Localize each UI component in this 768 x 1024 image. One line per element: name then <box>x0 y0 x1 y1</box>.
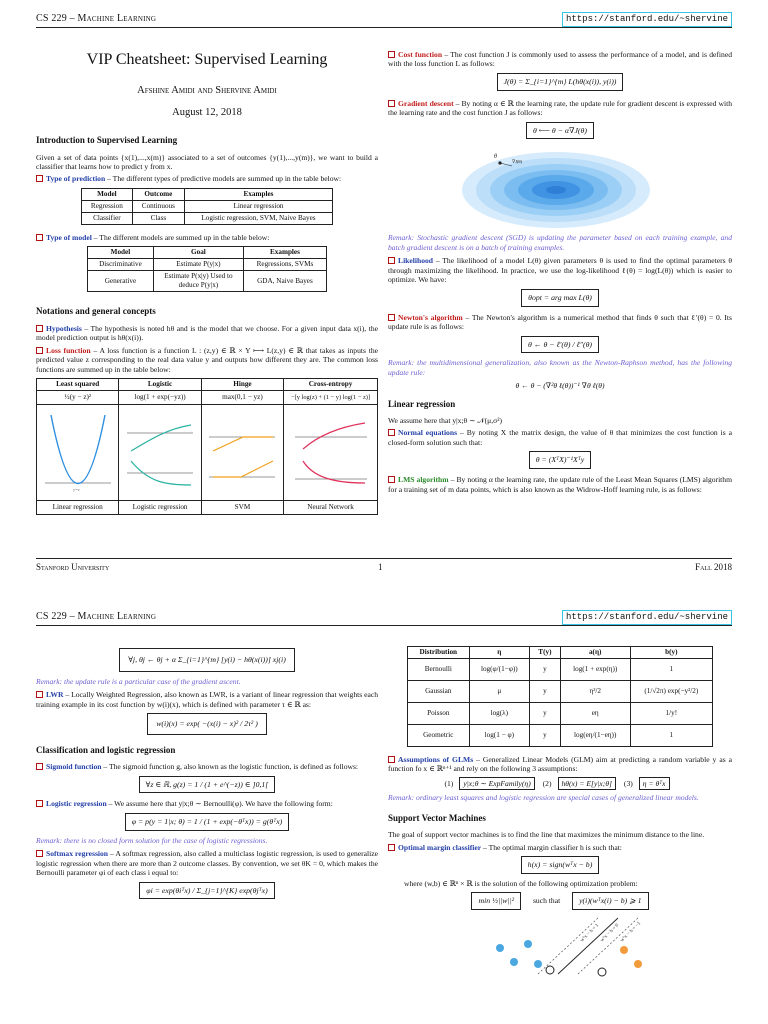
lms-text: – By noting α the learning rate, the update rule of the Least Mean Squares (LMS) algorithm for a training set of m data points, which is also known as the Widrow-Hoff learning rule, is as follows: <box>388 475 732 494</box>
lms-label: LMS algorithm <box>398 475 449 485</box>
softmax-paragraph <box>36 849 378 877</box>
table-cell: GDA, Naive Bayes <box>243 271 326 292</box>
table-header: Distribution <box>408 647 470 659</box>
gd-text: – By noting α ∈ ℝ the learning rate, the update rule for gradient descent is expressed with the learning rate and the cost function J as follows: <box>388 98 732 118</box>
section-heading-linreg: Linear regression <box>388 398 456 409</box>
section-heading-svm: Support Vector Machines <box>388 812 486 823</box>
lms-remark: Remark: the update rule is a particular case of the gradient ascent. <box>36 676 241 686</box>
sigmoid-text: – The sigmoid function g, also known as the logistic function, is defined as follows: <box>101 762 359 772</box>
table-header: Hinge <box>201 379 283 391</box>
assumption-number: (3) <box>623 778 633 788</box>
checkbox-icon <box>388 51 395 58</box>
table-row <box>408 703 713 725</box>
table-cell: Logistic regression <box>119 501 201 515</box>
checkbox-icon <box>36 325 43 332</box>
svm-plot <box>388 914 732 974</box>
checkbox-icon <box>388 100 395 107</box>
checkbox-icon <box>388 476 395 483</box>
table-header: b(y) <box>630 647 712 659</box>
logistic-plot <box>119 405 201 501</box>
table-cell: Discriminative <box>88 259 154 271</box>
normal-paragraph <box>388 428 732 447</box>
gd-equation: θ ⟵ θ − α∇J(θ) <box>526 122 594 140</box>
right-column <box>388 50 732 497</box>
table-cell: log(1 + exp(η)) <box>560 659 630 681</box>
footer-page-number: 1 <box>378 562 383 572</box>
table-header: Model <box>88 247 154 259</box>
table-header: Least squared <box>37 379 119 391</box>
assumption-number: (2) <box>542 778 552 788</box>
table-header: Model <box>82 188 133 200</box>
table-row <box>88 259 327 271</box>
newton-text: – The Newton's algorithm is a numerical method that finds θ such that ℓ′(θ) = 0. Its update rule is as follows: <box>388 312 732 332</box>
newton-label: Newton's algorithm <box>398 312 463 322</box>
omc-text: – The optimal margin classifier h is such that: <box>481 842 622 852</box>
glm-remark: Remark: ordinary least squares and logistic regression are special cases of generalized linear models. <box>388 793 699 803</box>
svg-text:y=z: y=z <box>72 487 80 493</box>
page-header <box>36 610 732 626</box>
logreg-equation: φ = p(y = 1|x; θ) = 1 / (1 + exp(−θᵀx)) = g(θᵀx) <box>125 813 290 831</box>
newton-remark: Remark: the multidimensional generalization, also known as the Newton-Raphson method, has the following update rule: <box>388 358 732 377</box>
lwr-text: – Locally Weighted Regression, also known as LWR, is a variant of linear regression that weights each training example in its cost function by w(i)(x), which is defined with parameter τ ∈ ℝ as: <box>36 690 378 709</box>
table-cell: μ <box>469 681 530 703</box>
course-title: CS 229 – Machine Learning <box>36 611 157 622</box>
website-link[interactable]: https://stanford.edu/~shervine <box>562 610 732 625</box>
type-model-text: – The different models are summed up in the table below: <box>91 232 270 242</box>
type-model-label: Type of model <box>46 232 92 242</box>
omc-such-that: such that <box>532 896 561 906</box>
type-prediction-paragraph <box>36 174 378 183</box>
table-cell: Classifier <box>82 212 133 224</box>
normal-equation: θ = (XᵀX)⁻¹Xᵀy <box>529 451 591 469</box>
newton-equation: θ ← θ − ℓ′(θ) / ℓ″(θ) <box>521 336 599 354</box>
logreg-remark: Remark: there is no closed form solution for the case of logistic regressions. <box>36 835 268 845</box>
type-model-paragraph <box>36 233 378 242</box>
omc-optimization <box>388 892 732 910</box>
formula-cell: log(1 + exp(−yz)) <box>119 391 201 405</box>
table-cell: Generative <box>88 271 154 292</box>
checkbox-icon <box>36 347 43 354</box>
table-cell: η²/2 <box>560 681 630 703</box>
table-cell: Linear regression <box>184 200 332 212</box>
left-column <box>36 644 378 904</box>
footer-term: Fall 2018 <box>695 562 732 572</box>
table-cell: log(λ) <box>469 703 530 725</box>
page-header <box>36 12 732 28</box>
normal-label: Normal equations <box>398 428 458 438</box>
glm-label: Assumptions of GLMs <box>398 755 474 764</box>
omc-objective: min ½||w||² <box>471 892 521 910</box>
table-cell: Gaussian <box>408 681 470 703</box>
logistic-curves <box>123 407 197 495</box>
right-column <box>388 642 732 974</box>
table-cell: Regression <box>82 200 133 212</box>
table-cell: Bernoulli <box>408 659 470 681</box>
hypothesis-paragraph <box>36 324 378 343</box>
table-cell: 1/y! <box>630 703 712 725</box>
table-cell: Regressions, SVMs <box>243 259 326 271</box>
newton-multi-equation: θ ← θ − (∇²θ ℓ(θ))⁻¹ ∇θ ℓ(θ) <box>515 381 605 391</box>
table-row <box>82 212 333 224</box>
margin-line-label: wᵀx − b = −1 <box>619 921 643 944</box>
table-cell: Continuous <box>132 200 184 212</box>
authors: Afshine Amidi and Shervine Amidi <box>137 85 277 96</box>
likelihood-paragraph <box>388 256 732 284</box>
website-link[interactable]: https://stanford.edu/~shervine <box>562 12 732 27</box>
table-cell: SVM <box>201 501 283 515</box>
gd-remark: Remark: Stochastic gradient descent (SGD) is updating the parameter based on each training example, and batch gradient descent is on a batch of training examples. <box>388 233 732 252</box>
cross-entropy-plot <box>284 405 378 501</box>
formula-cell: max(0,1 − yz) <box>201 391 283 405</box>
table-header: Outcome <box>132 188 184 200</box>
gd-paragraph <box>388 99 732 118</box>
linreg-assumption: We assume here that y|x;θ ∼ 𝒩(μ,σ²) <box>388 415 503 425</box>
prediction-table <box>81 188 333 225</box>
loss-paragraph <box>36 346 378 374</box>
omc-where: where (w,b) ∈ ℝⁿ × ℝ is the solution of the following optimization problem: <box>404 878 638 888</box>
least-squared-plot <box>37 405 119 501</box>
logreg-text: – We assume here that y|x;θ ∼ Bernoulli(φ). We have the following form: <box>106 799 333 809</box>
footer-institution: Stanford University <box>36 562 110 572</box>
assumption-2: hθ(x) = E[y|x;θ] <box>558 777 617 790</box>
section-heading-classification: Classification and logistic regression <box>36 744 176 755</box>
date: August 12, 2018 <box>172 107 242 119</box>
formula-cell: ½(y − z)² <box>37 391 119 405</box>
page-title: VIP Cheatsheet: Supervised Learning <box>86 51 328 68</box>
assumption-1: y|x;θ ∼ ExpFamily(η) <box>459 777 534 790</box>
hinge-plot <box>201 405 283 501</box>
margin-line-label: wᵀx − b = 1 <box>579 923 601 944</box>
table-row <box>408 681 713 703</box>
contour-ellipses <box>388 144 732 230</box>
likelihood-text: – The likelihood of a model L(θ) given parameters θ is used to find the optimal parameters θ through maximizing the likelihood. In practice, we use the log-likelihood ℓ(θ) = log(L(θ)) which is easier to optimize. We have: <box>388 256 732 285</box>
lwr-paragraph <box>36 690 378 709</box>
checkbox-icon <box>36 850 43 857</box>
table-cell: log(eη/(1−eη)) <box>560 725 630 747</box>
cost-paragraph <box>388 50 732 69</box>
table-row <box>37 501 378 515</box>
table-header: Examples <box>184 188 332 200</box>
table-header: Examples <box>243 247 326 259</box>
sigmoid-paragraph <box>36 762 378 771</box>
table-row <box>37 391 378 405</box>
logreg-label: Logistic regression <box>46 799 107 809</box>
table-cell: Geometric <box>408 725 470 747</box>
gradient-label: ∇J(θ) <box>512 159 523 165</box>
loss-text: – A loss function is a function L : (z,y) ∈ ℝ × Y ⟼ L(z,y) ∈ ℝ that takes as inputs the predicted value z corresponding to the real data value y and outputs how different they are. The common loss functions are summed up in the table below: <box>36 345 378 374</box>
course-title: CS 229 – Machine Learning <box>36 13 157 24</box>
table-header: a(η) <box>560 647 630 659</box>
logreg-paragraph <box>36 799 378 808</box>
glm-paragraph <box>388 755 732 774</box>
assumption-3: η = θᵀx <box>639 777 670 790</box>
page-2 <box>0 598 768 1024</box>
lwr-equation: w(i)(x) = exp( −(x(i) − x)² / 2τ² ) <box>147 713 267 735</box>
table-cell: Estimate P(y|x) <box>153 259 243 271</box>
table-cell: log(1 − φ) <box>469 725 530 747</box>
normal-text: – By noting X the matrix design, the value of θ that minimizes the cost function is a closed-form solution such that: <box>388 428 732 447</box>
table-row <box>88 271 327 292</box>
hypothesis-text: – The hypothesis is noted hθ and is the model that we choose. For a given input data x(i), the model prediction output is hθ(x(i)). <box>36 323 378 343</box>
checkbox-icon <box>388 756 395 763</box>
checkbox-icon <box>388 844 395 851</box>
checkbox-icon <box>36 763 43 770</box>
table-cell: 1 <box>630 725 712 747</box>
lms-paragraph <box>388 475 732 494</box>
gd-label: Gradient descent <box>398 98 454 108</box>
cost-label: Cost function <box>398 50 443 59</box>
omc-equation: h(x) = sign(wᵀx − b) <box>521 856 600 874</box>
table-cell: Poisson <box>408 703 470 725</box>
gradient-descent-plot <box>388 144 732 230</box>
intro-text: Given a set of data points {x(1),...,x(m)} associated to a set of outcomes {y(1),...,y(m)}, we want to build a classifier that learns how to predict y from x. <box>36 152 378 171</box>
decision-line-label: wᵀx − b = 0 <box>599 923 621 944</box>
hypothesis-label: Hypothesis <box>46 323 82 333</box>
checkbox-icon <box>36 800 43 807</box>
table-cell: Neural Network <box>284 501 378 515</box>
table-cell: Linear regression <box>37 501 119 515</box>
likelihood-label: Likelihood <box>398 256 434 266</box>
omc-paragraph <box>388 843 732 852</box>
assumption-number: (1) <box>444 778 454 788</box>
table-cell: y <box>530 659 561 681</box>
type-prediction-label: Type of prediction <box>46 174 106 184</box>
svm-margin-diagram <box>388 914 732 974</box>
table-header: η <box>469 647 530 659</box>
table-header: Logistic <box>119 379 201 391</box>
checkbox-icon <box>36 691 43 698</box>
table-row <box>37 405 378 501</box>
cost-text: – The cost function J is commonly used to assess the performance of a model, and is defined with the loss function L as follows: <box>388 50 732 69</box>
sigmoid-equation: ∀z ∈ ℝ, g(z) = 1 / (1 + e^(−z)) ∈ ]0,1[ <box>139 776 276 794</box>
lms-equation: ∀j, θj ← θj + α Σ_{i=1}^{m} [y(i) − hθ(x(i))] xj(i) <box>119 648 295 672</box>
softmax-equation: φi = exp(θiᵀx) / Σ_{j=1}^{K} exp(θjᵀx) <box>139 882 274 900</box>
table-cell: Class <box>132 212 184 224</box>
loss-table <box>36 378 378 515</box>
table-row <box>82 200 333 212</box>
table-header: T(y) <box>530 647 561 659</box>
newton-paragraph <box>388 313 732 332</box>
theta-label: θ <box>494 154 497 161</box>
table-header: Goal <box>153 247 243 259</box>
formula-cell: −[y log(z) + (1 − y) log(1 − z)] <box>284 391 378 405</box>
hinge-curves <box>205 407 279 495</box>
omc-label: Optimal margin classifier <box>398 842 482 852</box>
svm-text: The goal of support vector machines is to find the line that maximizes the minimum distance to the line. <box>388 830 705 840</box>
table-row <box>408 725 713 747</box>
glm-text: – Generalized Linear Models (GLM) aim at predicting a random variable y as a function fo x ∈ ℝⁿ⁺¹ and rely on the following 3 assumptions: <box>388 755 732 774</box>
table-cell: y <box>530 703 561 725</box>
table-cell: log(φ/(1−φ)) <box>469 659 530 681</box>
sigmoid-label: Sigmoid function <box>46 762 102 772</box>
lwr-label: LWR <box>46 690 64 700</box>
table-cell: y <box>530 681 561 703</box>
checkbox-icon <box>388 257 395 264</box>
omc-constraint: y(i)(wᵀx(i) − b) ⩾ 1 <box>572 892 648 910</box>
section-heading-notations: Notations and general concepts <box>36 306 156 317</box>
page-1-footer <box>36 558 732 572</box>
checkbox-icon <box>388 314 395 321</box>
table-cell: Estimate P(x|y) Used to deduce P(y|x) <box>153 271 243 292</box>
checkbox-icon <box>388 429 395 436</box>
table-cell: eη <box>560 703 630 725</box>
loss-label: Loss function <box>46 345 91 355</box>
table-cell: 1 <box>630 659 712 681</box>
cost-equation: J(θ) = Σ_{i=1}^{m} L(hθ(x(i)), y(i)) <box>497 73 624 91</box>
softmax-text: – A softmax regression, also called a multiclass logistic regression, is used to generalize logistic regression when there are more than 2 outcome classes. By convention, we set θK = 0, which makes the Bernoulli parameter φi of each class i equal to: <box>36 849 378 878</box>
glm-assumptions <box>388 779 732 788</box>
model-table <box>87 246 327 292</box>
checkbox-icon <box>36 234 43 241</box>
cross-entropy-curves <box>289 407 373 495</box>
least-squared-curve <box>41 407 115 495</box>
table-header: Cross-entropy <box>284 379 378 391</box>
left-column <box>36 40 378 521</box>
softmax-label: Softmax regression <box>46 849 109 859</box>
table-row <box>408 659 713 681</box>
type-prediction-text: – The different types of predictive models are summed up in the table below: <box>105 174 342 184</box>
table-cell: y <box>530 725 561 747</box>
table-cell: Logistic regression, SVM, Naive Bayes <box>184 212 332 224</box>
glm-table <box>407 646 713 747</box>
table-cell: (1/√2π) exp(−y²/2) <box>630 681 712 703</box>
checkbox-icon <box>36 175 43 182</box>
likelihood-equation: θopt = arg max L(θ) <box>521 289 599 307</box>
section-heading-intro: Introduction to Supervised Learning <box>36 135 178 146</box>
